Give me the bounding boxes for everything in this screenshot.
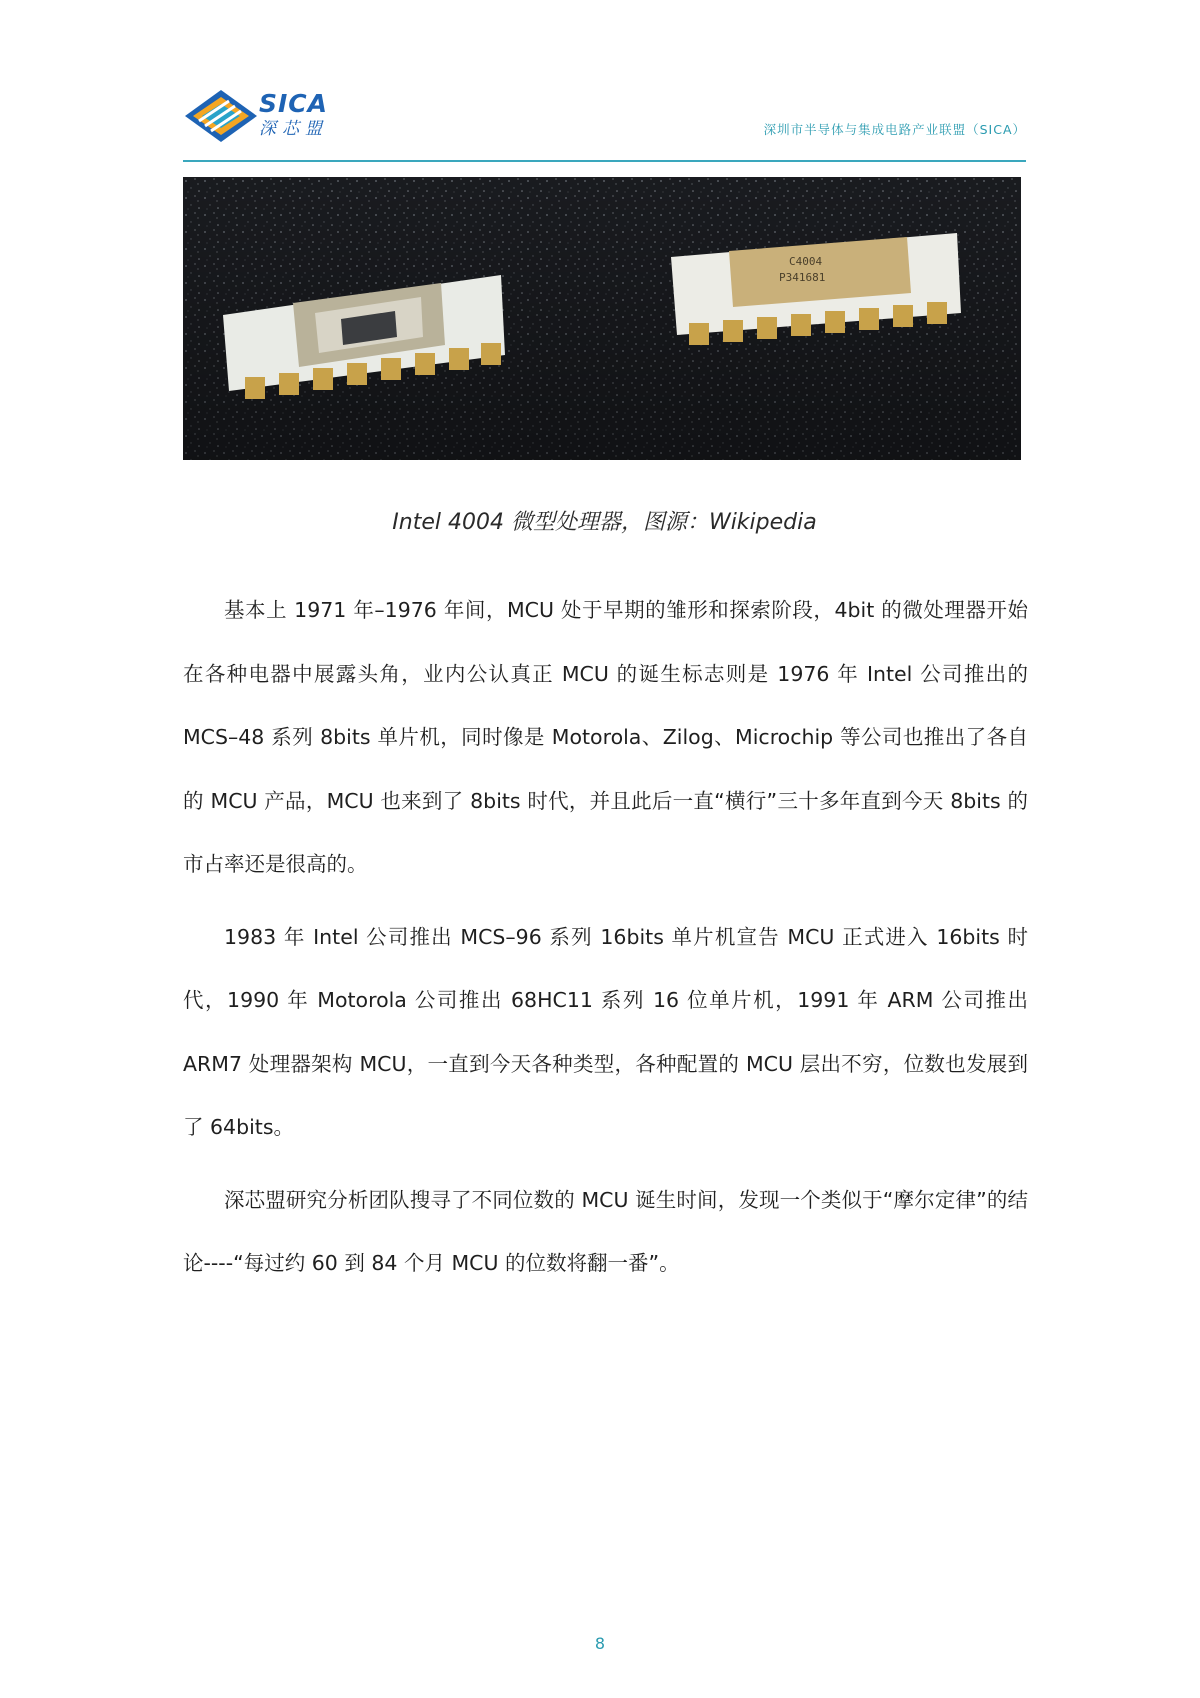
page-number: 8 <box>594 1634 606 1653</box>
page-header <box>183 82 1026 162</box>
paragraph-2: 1983 年 Intel 公司推出 MCS–96 系列 16bits 单片机宣告 MCU 正式进入 16bits 时代，1990 年 Motorola 公司推出 68HC11 系列 16 位单片机，1991 年 ARM 公司推出 ARM7 处理器架构 MCU，一直到今天各种类型，各种配置的 MCU 层出不穷，位数也发展到了 64bits。 <box>183 924 1028 1139</box>
logo-wordmark <box>259 90 379 150</box>
logo-chinese-name: 深芯盟 <box>259 119 328 139</box>
sica-logo-icon <box>183 88 259 144</box>
chip-marking-line2: P341681 <box>779 271 826 284</box>
paragraph-3: 深芯盟研究分析团队搜寻了不同位数的 MCU 诞生时间，发现一个类似于“摩尔定律”的结论----“每过约 60 到 84 个月 MCU 的位数将翻一番”。 <box>183 1187 1028 1275</box>
body-text <box>183 579 1028 1305</box>
intel-4004-photo <box>183 177 1021 460</box>
logo-english-name: SICA <box>259 89 329 118</box>
figure-caption: Intel 4004 微型处理器，图源：Wikipedia <box>392 510 817 535</box>
header-divider <box>183 160 1026 162</box>
chip-marking-line1: C4004 <box>789 255 823 268</box>
paragraph-1: 基本上 1971 年–1976 年间，MCU 处于早期的雏形和探索阶段，4bit 的微处理器开始在各种电器中展露头角，业内公认真正 MCU 的诞生标志则是 1976 年 Intel 公司推出的 MCS–48 系列 8bits 单片机，同时像是 Motorola、Zilog、Microchip 等公司也推出了各自的 MCU 产品，MCU 也来到了 8bits 时代，并且此后一直“横行”三十多年直到今天 8bits 的市占率还是很高的。 <box>183 598 1028 876</box>
organization-name: 深圳市半导体与集成电路产业联盟（SICA） <box>763 122 1026 137</box>
